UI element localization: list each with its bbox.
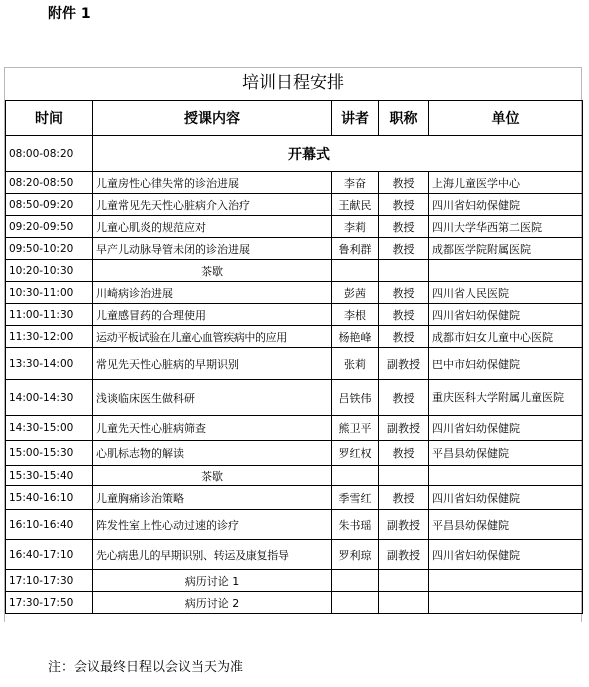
- table-row: [6, 304, 583, 326]
- time-cell: 11:30-12:00: [6, 326, 93, 348]
- table-row: [6, 348, 583, 380]
- time-cell: 16:40-17:10: [6, 540, 93, 570]
- content-cell: 儿童房性心律失常的诊治进展: [93, 172, 332, 194]
- table-row: [6, 540, 583, 570]
- title-cell: 教授: [379, 326, 429, 348]
- unit-cell: 平昌县幼保健院: [429, 441, 583, 466]
- content-cell: 心肌标志物的解读: [93, 441, 332, 466]
- break-row: [6, 260, 583, 282]
- content-cell: 儿童胸痛诊治策略: [93, 486, 332, 510]
- table-row: [6, 380, 583, 416]
- title-cell: 副教授: [379, 348, 429, 380]
- lecturer-cell: 朱书瑶: [332, 510, 379, 540]
- table-row: [6, 282, 583, 304]
- time-cell: 08:20-08:50: [6, 172, 93, 194]
- attachment-label: 附件 1: [48, 6, 91, 22]
- title-cell: 教授: [379, 194, 429, 216]
- unit-cell: 成都医学院附属医院: [429, 238, 583, 260]
- content-cell: 儿童常见先天性心脏病介入治疗: [93, 194, 332, 216]
- discussion-row: [6, 570, 583, 592]
- unit-cell: 平昌县幼保健院: [429, 510, 583, 540]
- header-unit: 单位: [429, 101, 583, 136]
- content-cell: 儿童心肌炎的规范应对: [93, 216, 332, 238]
- title-cell: 教授: [379, 304, 429, 326]
- unit-cell: 四川省妇幼保健院: [429, 194, 583, 216]
- discussion-row: [6, 592, 583, 614]
- time-cell: 15:30-15:40: [6, 466, 93, 486]
- table-row: [6, 441, 583, 466]
- lecturer-cell: 杨艳峰: [332, 326, 379, 348]
- unit-cell: 巴中市妇幼保健院: [429, 348, 583, 380]
- title-cell: 教授: [379, 238, 429, 260]
- lecturer-cell: 季雪红: [332, 486, 379, 510]
- time-cell: 16:10-16:40: [6, 510, 93, 540]
- time-cell: 10:30-11:00: [6, 282, 93, 304]
- table-row: [6, 216, 583, 238]
- header-title: 职称: [379, 101, 429, 136]
- lecturer-cell: 彭茜: [332, 282, 379, 304]
- header-content: 授课内容: [93, 101, 332, 136]
- time-cell: 17:30-17:50: [6, 592, 93, 614]
- break-row: [6, 466, 583, 486]
- lecturer-cell: 王献民: [332, 194, 379, 216]
- time-cell: 08:00-08:20: [6, 136, 93, 172]
- discussion-label: 病历讨论 1: [93, 570, 332, 592]
- unit-cell: 成都市妇女儿童中心医院: [429, 326, 583, 348]
- content-cell: 早产儿动脉导管未闭的诊治进展: [93, 238, 332, 260]
- content-cell: 儿童先天性心脏病筛查: [93, 416, 332, 441]
- lecturer-cell: 熊卫平: [332, 416, 379, 441]
- time-cell: 11:00-11:30: [6, 304, 93, 326]
- footnote: 注：会议最终日程以会议当天为准: [48, 660, 244, 675]
- time-cell: 14:00-14:30: [6, 380, 93, 416]
- table-row: [6, 172, 583, 194]
- table-row: [6, 194, 583, 216]
- lecturer-cell: 李莉: [332, 216, 379, 238]
- content-cell: 先心病患儿的早期识别、转运及康复指导: [93, 540, 332, 570]
- content-cell: 运动平板试验在儿童心血管疾病中的应用: [93, 326, 332, 348]
- time-cell: 17:10-17:30: [6, 570, 93, 592]
- table-row: [6, 238, 583, 260]
- unit-cell: 重庆医科大学附属儿童医院: [429, 380, 583, 416]
- schedule-table: [5, 100, 583, 614]
- lecturer-cell: 张莉: [332, 348, 379, 380]
- title-cell: 教授: [379, 282, 429, 304]
- content-cell: 浅谈临床医生做科研: [93, 380, 332, 416]
- title-cell: 教授: [379, 441, 429, 466]
- unit-cell: 四川省妇幼保健院: [429, 416, 583, 441]
- title-cell: 教授: [379, 172, 429, 194]
- time-cell: 13:30-14:00: [6, 348, 93, 380]
- break-label: 茶歇: [93, 466, 332, 486]
- table-row: [6, 486, 583, 510]
- unit-cell: 四川省妇幼保健院: [429, 540, 583, 570]
- time-cell: 09:50-10:20: [6, 238, 93, 260]
- table-row: [6, 416, 583, 441]
- content-cell: 川崎病诊治进展: [93, 282, 332, 304]
- break-label: 茶歇: [93, 260, 332, 282]
- title-cell: 副教授: [379, 510, 429, 540]
- unit-cell: 四川大学华西第二医院: [429, 216, 583, 238]
- title-cell: 副教授: [379, 416, 429, 441]
- title-cell: 教授: [379, 380, 429, 416]
- content-cell: 阵发性室上性心动过速的诊疗: [93, 510, 332, 540]
- lecturer-cell: 鲁利群: [332, 238, 379, 260]
- title-cell: 副教授: [379, 540, 429, 570]
- unit-cell: 四川省妇幼保健院: [429, 486, 583, 510]
- title-cell: 教授: [379, 216, 429, 238]
- time-cell: 08:50-09:20: [6, 194, 93, 216]
- time-cell: 09:20-09:50: [6, 216, 93, 238]
- content-cell: 常见先天性心脏病的早期识别: [93, 348, 332, 380]
- unit-cell: 上海儿童医学中心: [429, 172, 583, 194]
- lecturer-cell: 罗利琼: [332, 540, 379, 570]
- opening-row: [6, 136, 583, 172]
- lecturer-cell: 罗红权: [332, 441, 379, 466]
- header-lecturer: 讲者: [332, 101, 379, 136]
- time-cell: 15:40-16:10: [6, 486, 93, 510]
- header-time: 时间: [6, 101, 93, 136]
- table-title: 培训日程安排: [242, 73, 344, 93]
- table-row: [6, 326, 583, 348]
- table-row: [6, 510, 583, 540]
- time-cell: 14:30-15:00: [6, 416, 93, 441]
- time-cell: 10:20-10:30: [6, 260, 93, 282]
- unit-cell: 四川省人民医院: [429, 282, 583, 304]
- content-cell: 儿童感冒药的合理使用: [93, 304, 332, 326]
- opening-label: 开幕式: [93, 136, 583, 172]
- header-row: [6, 101, 583, 136]
- lecturer-cell: 李根: [332, 304, 379, 326]
- lecturer-cell: 李奋: [332, 172, 379, 194]
- unit-cell: 四川省妇幼保健院: [429, 304, 583, 326]
- title-cell: 教授: [379, 486, 429, 510]
- lecturer-cell: 吕铁伟: [332, 380, 379, 416]
- discussion-label: 病历讨论 2: [93, 592, 332, 614]
- time-cell: 15:00-15:30: [6, 441, 93, 466]
